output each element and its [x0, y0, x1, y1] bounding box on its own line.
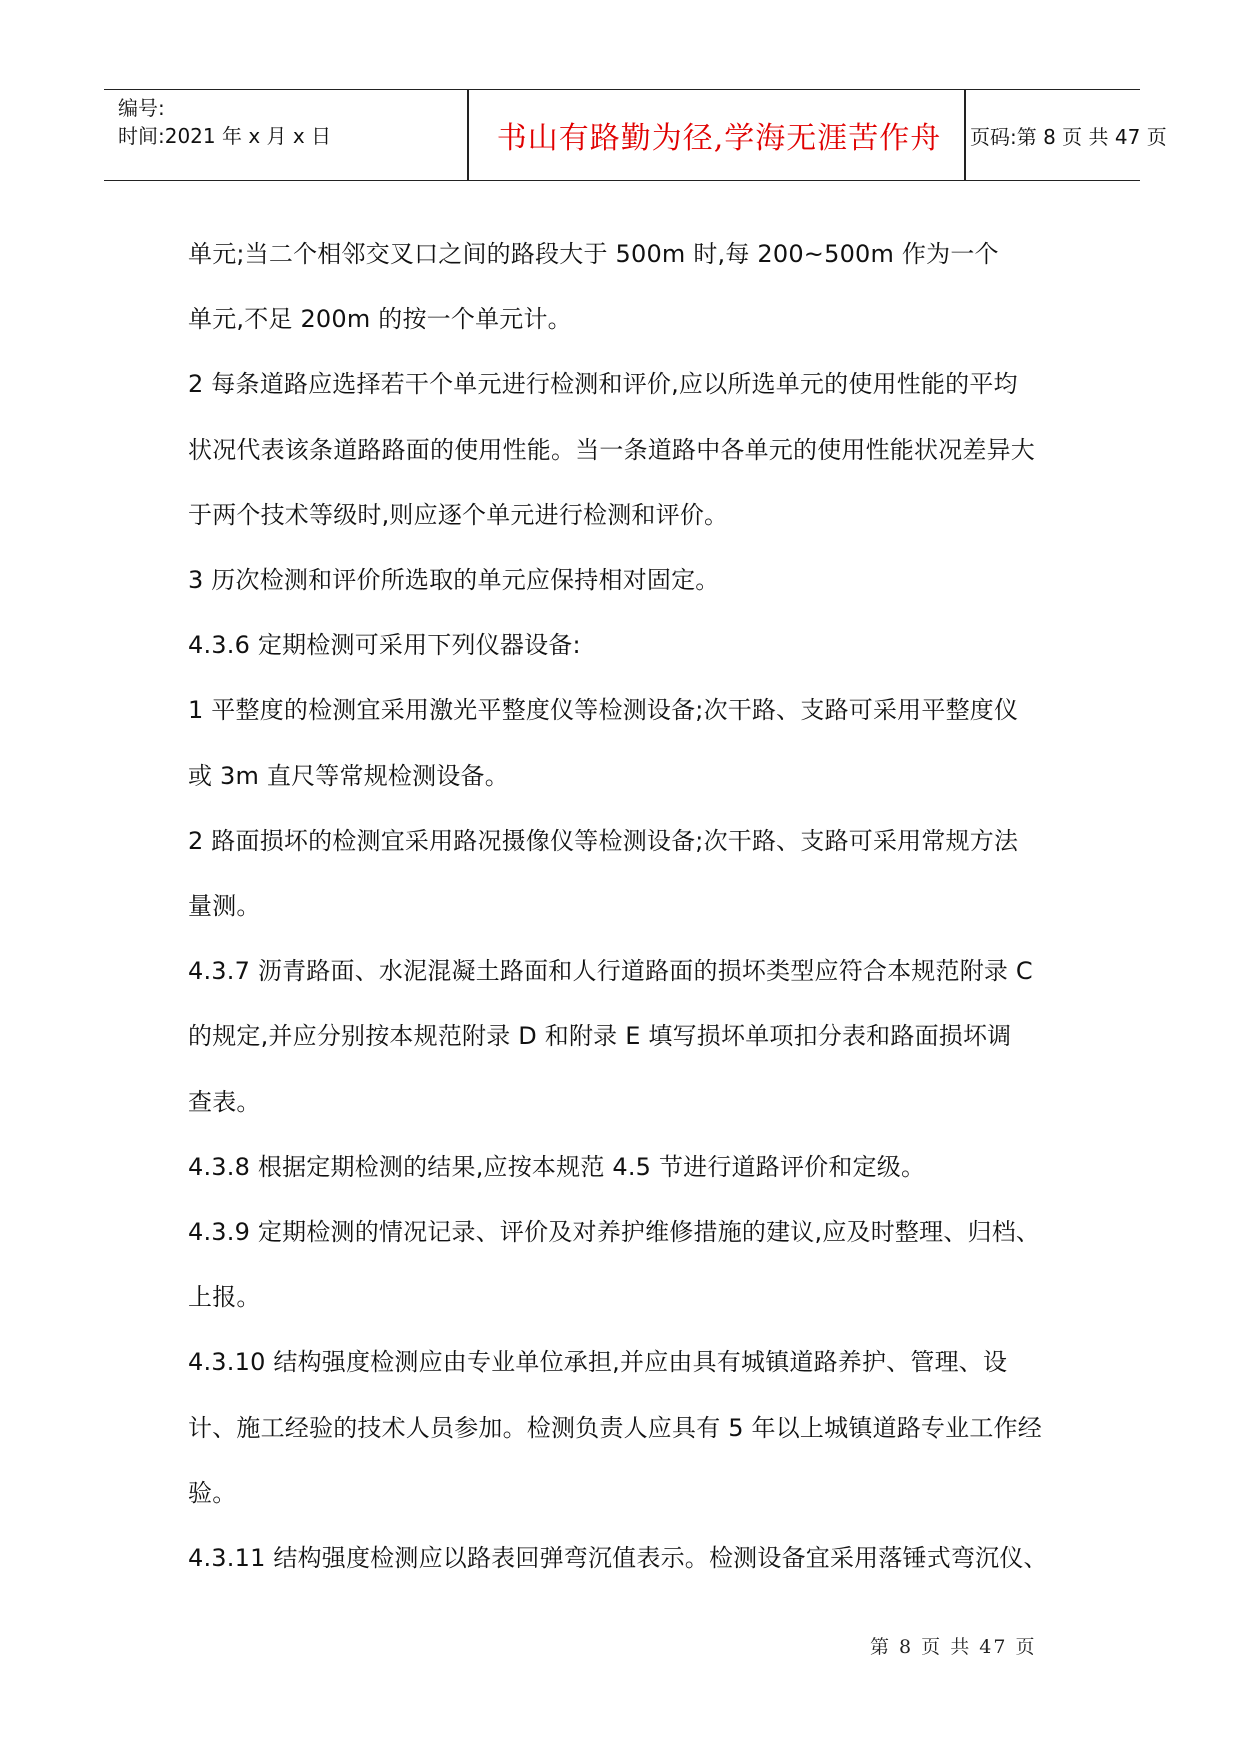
- document-number-label: 编号:: [118, 96, 165, 120]
- body-line: 4.3.6 定期检测可采用下列仪器设备:: [188, 631, 581, 660]
- body-line: 的规定,并应分别按本规范附录 D 和附录 E 填写损坏单项扣分表和路面损坏调: [188, 1022, 1012, 1051]
- body-line: 1 平整度的检测宜采用激光平整度仪等检测设备;次干路、支路可采用平整度仪: [188, 696, 1019, 725]
- body-line: 2 每条道路应选择若干个单元进行检测和评价,应以所选单元的使用性能的平均: [188, 370, 1018, 399]
- body-line: 查表。: [188, 1087, 261, 1116]
- body-line: 4.3.11 结构强度检测应以路表回弹弯沉值表示。检测设备宜采用落锤式弯沉仪、: [188, 1544, 1048, 1573]
- body-line: 4.3.7 沥青路面、水泥混凝土路面和人行道路面的损坏类型应符合本规范附录 C: [188, 957, 1033, 986]
- page-footer: 第 8 页 共 47 页: [870, 1636, 1037, 1658]
- document-body: [188, 222, 1068, 1591]
- body-line: 计、施工经验的技术人员参加。检测负责人应具有 5 年以上城镇道路专业工作经: [188, 1413, 1042, 1442]
- body-line: 或 3m 直尺等常规检测设备。: [188, 761, 509, 790]
- body-line: 4.3.9 定期检测的情况记录、评价及对养护维修措施的建议,应及时整理、归档、: [188, 1218, 1041, 1247]
- header-meta: [118, 94, 458, 150]
- body-line: 4.3.10 结构强度检测应由专业单位承担,并应由具有城镇道路养护、管理、设: [188, 1348, 1008, 1377]
- body-line: 量测。: [188, 892, 261, 921]
- body-line: 2 路面损坏的检测宜采用路况摄像仪等检测设备;次干路、支路可采用常规方法: [188, 826, 1019, 855]
- document-time-label: 时间:2021 年 x 月 x 日: [118, 124, 332, 148]
- page-header: [104, 89, 1167, 181]
- header-divider-right: [964, 90, 966, 180]
- body-line: 状况代表该条道路路面的使用性能。当一条道路中各单元的使用性能状况差异大: [188, 435, 1035, 464]
- body-line: 于两个技术等级时,则应逐个单元进行检测和评价。: [188, 500, 729, 529]
- header-motto: 书山有路勤为径,学海无涯苦作舟: [496, 121, 942, 156]
- body-line: 4.3.8 根据定期检测的结果,应按本规范 4.5 节进行道路评价和定级。: [188, 1152, 926, 1181]
- body-line: 3 历次检测和评价所选取的单元应保持相对固定。: [188, 566, 720, 595]
- body-line: 验。: [188, 1478, 237, 1507]
- header-page-info: 页码:第 8 页 共 47 页: [970, 124, 1167, 149]
- body-line: 单元;当二个相邻交叉口之间的路段大于 500m 时,每 200~500m 作为一个: [188, 240, 999, 268]
- body-line: 上报。: [188, 1283, 261, 1312]
- header-divider-left: [467, 90, 469, 180]
- body-line: 单元,不足 200m 的按一个单元计。: [188, 305, 572, 334]
